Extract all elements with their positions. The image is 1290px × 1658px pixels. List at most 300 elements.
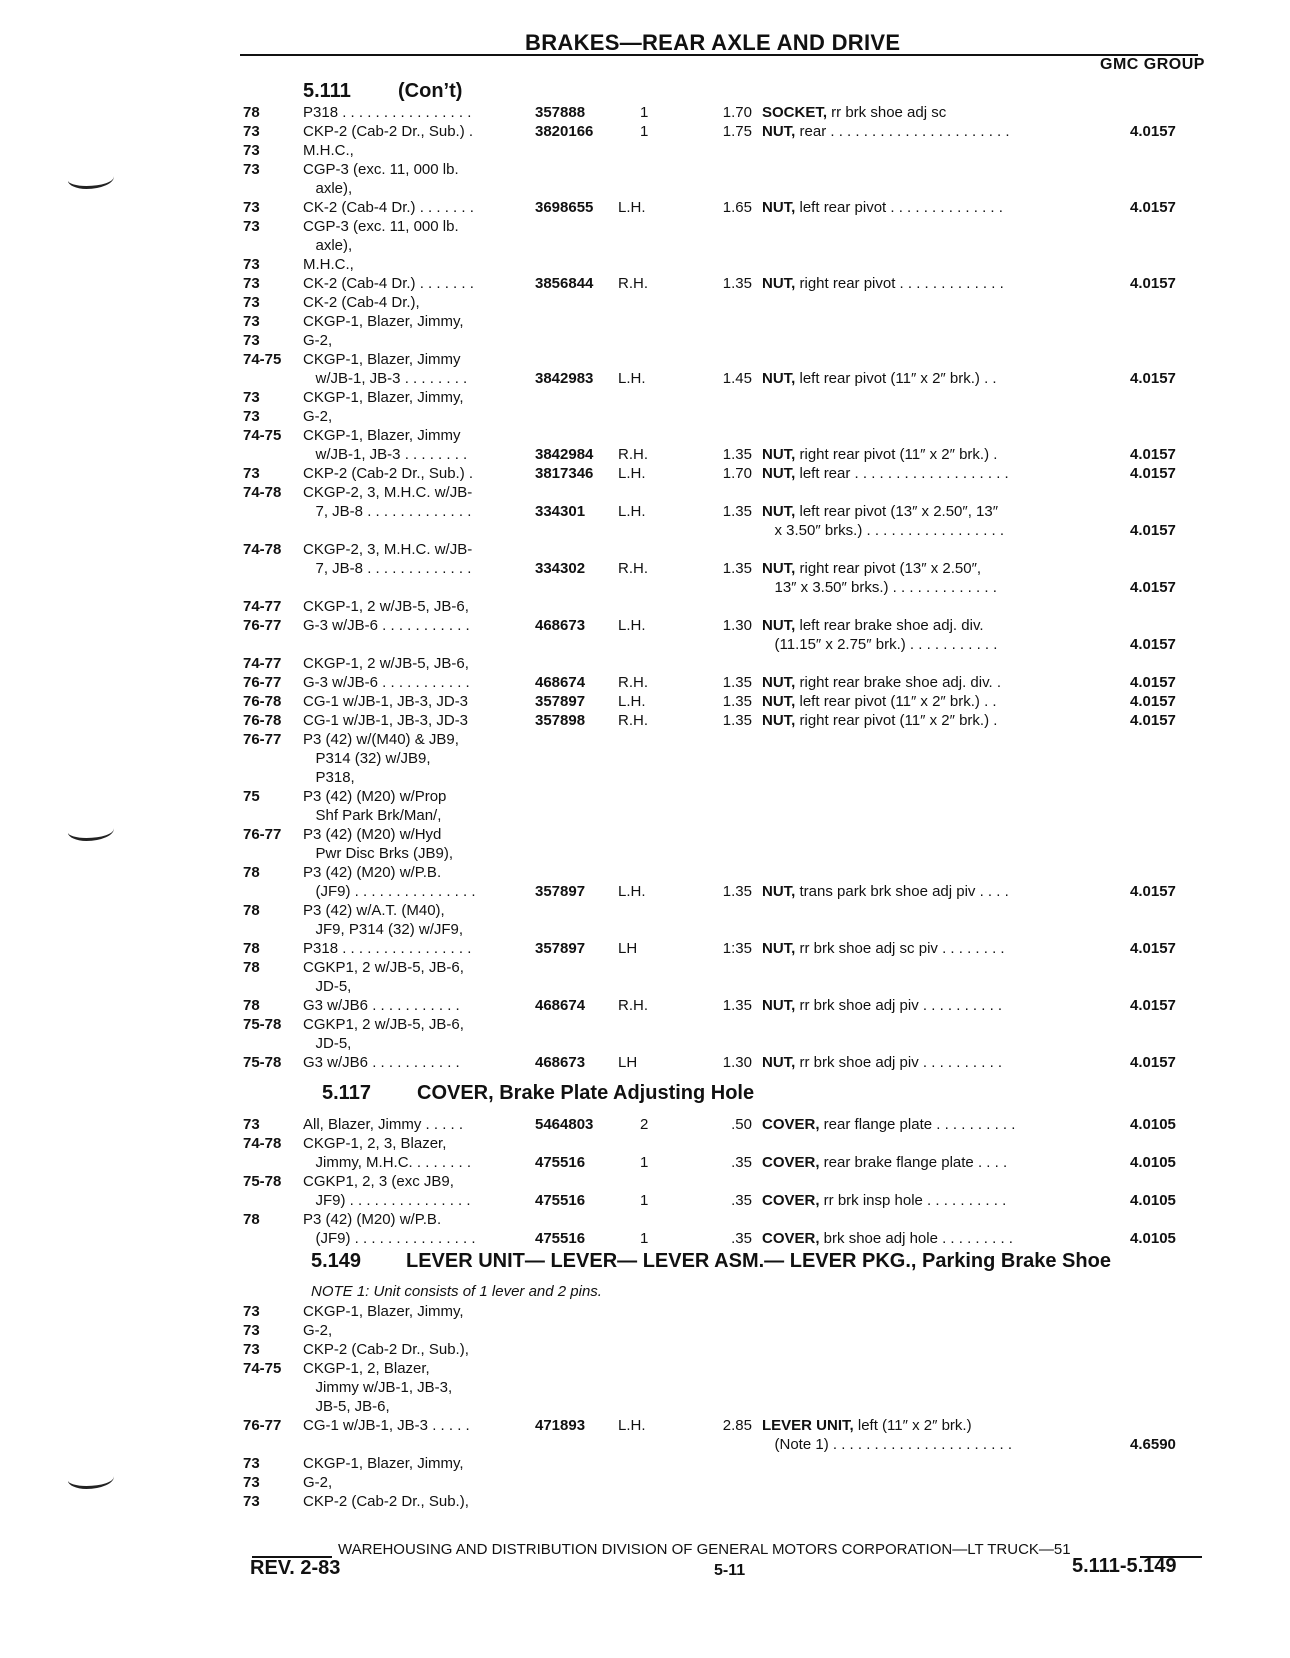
year-range: 73 (243, 389, 260, 406)
application: JB-5, JB-6, (303, 1398, 390, 1415)
application: Shf Park Brk/Man/, (303, 807, 442, 824)
table-row (0, 1321, 1290, 1341)
part-description (762, 1053, 1002, 1072)
part-number: 5464803 (535, 1116, 594, 1133)
table-row (0, 521, 1290, 541)
table-row (0, 141, 1290, 161)
year-range: 73 (243, 123, 260, 140)
application: CKP-2 (Cab-2 Dr., Sub.) . (303, 465, 474, 482)
header-rule (240, 54, 1198, 56)
application: G-2, (303, 408, 333, 425)
application: CKGP-1, Blazer, Jimmy, (303, 1303, 464, 1320)
application: CKGP-1, 2, 3, Blazer, (303, 1135, 447, 1152)
table-row (0, 578, 1290, 598)
section-number: 5.149 (311, 1250, 362, 1272)
part-detail: right rear pivot (13″ x 2.50″, (795, 560, 982, 577)
part-number: 3842984 (535, 446, 594, 463)
application: P3 (42) (M20) w/P.B. (303, 864, 442, 881)
group-number: 4.0157 (1130, 693, 1176, 710)
application: 7, JB-8 . . . . . . . . . . . . . (303, 560, 472, 577)
application: Jimmy, M.H.C. . . . . . . . (303, 1154, 472, 1171)
table-row (0, 1053, 1290, 1073)
application: CK-2 (Cab-4 Dr.), (303, 294, 420, 311)
group-number: 4.0105 (1130, 1230, 1176, 1247)
application: G-2, (303, 332, 333, 349)
side-indicator: L.H. (618, 1417, 646, 1434)
section-range: 5.111-5.149 (1072, 1555, 1177, 1577)
part-detail: trans park brk shoe adj piv . . . . (795, 883, 1009, 900)
table-row (0, 236, 1290, 256)
part-detail: x 3.50″ brks.) . . . . . . . . . . . . . . . . . (762, 522, 1005, 539)
table-row (0, 122, 1290, 142)
price: 1.70 (722, 104, 752, 121)
year-range: 73 (243, 408, 260, 425)
table-row (0, 369, 1290, 389)
part-number: 3817346 (535, 465, 594, 482)
year-range: 74-78 (243, 484, 282, 501)
part-number: 475516 (535, 1154, 586, 1171)
application: w/JB-1, JB-3 . . . . . . . . (303, 446, 468, 463)
side-indicator: L.H. (618, 465, 646, 482)
table-row (0, 711, 1290, 731)
table-row (0, 1034, 1290, 1054)
application: CGP-3 (exc. 11, 000 lb. (303, 218, 459, 235)
year-range: 73 (243, 1303, 260, 1320)
application: CG-1 w/JB-1, JB-3, JD-3 (303, 693, 469, 710)
application: CG-1 w/JB-1, JB-3, JD-3 (303, 712, 469, 729)
year-range: 78 (243, 864, 260, 881)
part-description (762, 882, 1009, 901)
section-note: NOTE 1: Unit consists of 1 lever and 2 pins. (311, 1283, 602, 1300)
table-row (0, 1473, 1290, 1493)
side-indicator: L.H. (618, 199, 646, 216)
application: CKGP-1, Blazer, Jimmy (303, 427, 461, 444)
part-detail: right rear pivot (11″ x 2″ brk.) . (795, 446, 998, 463)
application: CKGP-1, 2, Blazer, (303, 1360, 430, 1377)
table-row (0, 958, 1290, 978)
part-detail: rr brk shoe adj piv . . . . . . . . . . (795, 1054, 1003, 1071)
table-row (0, 1191, 1290, 1211)
part-detail: left rear pivot (11″ x 2″ brk.) . . (795, 693, 997, 710)
table-row (0, 1134, 1290, 1154)
table-row (0, 749, 1290, 769)
table-row (0, 160, 1290, 180)
part-number: 357897 (535, 940, 586, 957)
part-name: COVER, (762, 1192, 820, 1209)
part-number: 468673 (535, 617, 586, 634)
part-number: 3842983 (535, 370, 594, 387)
side-indicator: R.H. (618, 997, 648, 1014)
year-range: 74-75 (243, 351, 282, 368)
application: G-3 w/JB-6 . . . . . . . . . . . (303, 617, 470, 634)
year-range: 73 (243, 1322, 260, 1339)
table-row (0, 939, 1290, 959)
part-detail: rr brk shoe adj piv . . . . . . . . . . (795, 997, 1003, 1014)
year-range: 73 (243, 161, 260, 178)
table-row (0, 635, 1290, 655)
group-number: 4.0157 (1130, 370, 1176, 387)
part-detail: rear flange plate . . . . . . . . . . (819, 1116, 1016, 1133)
table-row (0, 673, 1290, 693)
table-row (0, 483, 1290, 503)
part-description (762, 711, 997, 730)
year-range: 74-78 (243, 541, 282, 558)
side-indicator: L.H. (618, 503, 646, 520)
table-row (0, 654, 1290, 674)
year-range: 76-77 (243, 1417, 282, 1434)
quantity: 2 (640, 1116, 649, 1133)
year-range: 74-78 (243, 1135, 282, 1152)
application: (JF9) . . . . . . . . . . . . . . . (303, 1230, 476, 1247)
part-detail: (Note 1) . . . . . . . . . . . . . . . . . . . . . . (762, 1436, 1013, 1453)
year-range: 73 (243, 294, 260, 311)
price: 1.70 (722, 465, 752, 482)
part-name: NUT, (762, 199, 796, 216)
section-heading (322, 1082, 754, 1105)
year-range: 73 (243, 313, 260, 330)
price: 1.75 (722, 123, 752, 140)
group-number: 4.0105 (1130, 1192, 1176, 1209)
table-row (0, 768, 1290, 788)
part-description (762, 1229, 1013, 1248)
part-name: NUT, (762, 883, 796, 900)
part-detail: 13″ x 3.50″ brks.) . . . . . . . . . . . . . (762, 579, 997, 596)
part-name: NUT, (762, 997, 796, 1014)
quantity: 1 (640, 1154, 649, 1171)
application: P314 (32) w/JB9, (303, 750, 431, 767)
part-description (762, 939, 1005, 958)
year-range: 78 (243, 997, 260, 1014)
part-description (762, 369, 997, 388)
table-row (0, 293, 1290, 313)
year-range: 75-78 (243, 1016, 282, 1033)
year-range: 78 (243, 1211, 260, 1228)
price: 1.30 (722, 617, 752, 634)
table-row (0, 1115, 1290, 1135)
part-name: COVER, (762, 1116, 820, 1133)
year-range: 76-77 (243, 731, 282, 748)
application: CKGP-1, Blazer, Jimmy, (303, 389, 464, 406)
part-name: NUT, (762, 712, 796, 729)
application: P318 . . . . . . . . . . . . . . . . (303, 104, 472, 121)
price: 1.65 (722, 199, 752, 216)
table-row (0, 198, 1290, 218)
part-name: NUT, (762, 693, 796, 710)
part-detail: rr brk shoe adj sc (827, 104, 947, 121)
part-number: 334301 (535, 503, 586, 520)
section-number: 5.117 (322, 1082, 371, 1104)
table-row (0, 806, 1290, 826)
table-row (0, 730, 1290, 750)
table-row (0, 996, 1290, 1016)
year-range: 78 (243, 902, 260, 919)
part-description (762, 1153, 1007, 1172)
part-description (762, 521, 1004, 540)
application: Jimmy w/JB-1, JB-3, (303, 1379, 453, 1396)
application: CGP-3 (exc. 11, 000 lb. (303, 161, 459, 178)
year-range: 74-75 (243, 1360, 282, 1377)
price: 1.35 (722, 997, 752, 1014)
group-number: 4.0157 (1130, 674, 1176, 691)
table-row (0, 426, 1290, 446)
table-row (0, 312, 1290, 332)
table-row (0, 502, 1290, 522)
price: .35 (731, 1154, 752, 1171)
part-description (762, 996, 1002, 1015)
part-description (762, 616, 984, 635)
price: 1:35 (722, 940, 752, 957)
part-name: LEVER UNIT, (762, 1417, 854, 1434)
part-number: 468673 (535, 1054, 586, 1071)
part-detail: rear brake flange plate . . . . (819, 1154, 1008, 1171)
side-indicator: L.H. (618, 617, 646, 634)
revision-label: REV. 2-83 (250, 1557, 341, 1579)
part-detail: right rear pivot . . . . . . . . . . . . . (795, 275, 1004, 292)
side-indicator: R.H. (618, 560, 648, 577)
price: 1.35 (722, 674, 752, 691)
part-detail: rr brk shoe adj sc piv . . . . . . . . (795, 940, 1005, 957)
group-number: 4.0157 (1130, 997, 1176, 1014)
part-number: 468674 (535, 997, 586, 1014)
table-row (0, 1492, 1290, 1512)
price: 1.35 (722, 883, 752, 900)
part-description (762, 502, 998, 521)
part-number: 468674 (535, 674, 586, 691)
table-row (0, 255, 1290, 275)
part-name: NUT, (762, 503, 796, 520)
table-row (0, 692, 1290, 712)
table-row (0, 597, 1290, 617)
table-row (0, 977, 1290, 997)
table-row (0, 388, 1290, 408)
group-number: 4.0105 (1130, 1116, 1176, 1133)
table-row (0, 882, 1290, 902)
application: All, Blazer, Jimmy . . . . . (303, 1116, 464, 1133)
part-number: 334302 (535, 560, 586, 577)
application: G-3 w/JB-6 . . . . . . . . . . . (303, 674, 470, 691)
application: G3 w/JB6 . . . . . . . . . . . (303, 997, 460, 1014)
section-heading (311, 1250, 1111, 1273)
quantity: 1 (640, 104, 649, 121)
part-detail: right rear pivot (11″ x 2″ brk.) . (795, 712, 998, 729)
table-row (0, 616, 1290, 636)
year-range: 75-78 (243, 1054, 282, 1071)
part-description (762, 445, 997, 464)
table-row (0, 1397, 1290, 1417)
group-number: 4.0157 (1130, 446, 1176, 463)
application: P318 . . . . . . . . . . . . . . . . (303, 940, 472, 957)
year-range: 73 (243, 1341, 260, 1358)
section-number: 5.111 (303, 80, 351, 102)
price: .35 (731, 1192, 752, 1209)
group-number: 4.0157 (1130, 940, 1176, 957)
part-number: 3698655 (535, 199, 594, 216)
part-detail: right rear brake shoe adj. div. . (795, 674, 1002, 691)
table-row (0, 274, 1290, 294)
part-number: 475516 (535, 1230, 586, 1247)
application: Pwr Disc Brks (JB9), (303, 845, 454, 862)
part-name: NUT, (762, 674, 796, 691)
group-number: 4.0157 (1130, 712, 1176, 729)
part-name: NUT, (762, 560, 796, 577)
application: CK-2 (Cab-4 Dr.) . . . . . . . (303, 199, 474, 216)
application: JF9, P314 (32) w/JF9, (303, 921, 464, 938)
group-number: 4.0157 (1130, 465, 1176, 482)
application: JD-5, (303, 978, 352, 995)
year-range: 76-78 (243, 712, 282, 729)
side-indicator: R.H. (618, 674, 648, 691)
group-number: 4.0157 (1130, 1054, 1176, 1071)
part-number: 357898 (535, 712, 586, 729)
table-row (0, 103, 1290, 123)
year-range: 78 (243, 104, 260, 121)
part-description (762, 1435, 1012, 1454)
part-detail: brk shoe adj hole . . . . . . . . . (819, 1230, 1013, 1247)
part-detail: left (11″ x 2″ brk.) (853, 1417, 972, 1434)
side-indicator: R.H. (618, 446, 648, 463)
table-row (0, 1153, 1290, 1173)
application: CKP-2 (Cab-2 Dr., Sub.) . (303, 123, 474, 140)
table-row (0, 1359, 1290, 1379)
application: (JF9) . . . . . . . . . . . . . . . (303, 883, 476, 900)
group-number: 4.6590 (1130, 1436, 1176, 1453)
year-range: 75-78 (243, 1173, 282, 1190)
page-title: BRAKES—REAR AXLE AND DRIVE (525, 30, 901, 55)
footer-division: WAREHOUSING AND DISTRIBUTION DIVISION OF GENERAL MOTORS CORPORATION—LT TRUCK—51 (338, 1541, 1071, 1558)
part-detail: left rear pivot (13″ x 2.50″, 13″ (795, 503, 999, 520)
application: CKGP-2, 3, M.H.C. w/JB- (303, 541, 473, 558)
application: G3 w/JB6 . . . . . . . . . . . (303, 1054, 460, 1071)
application: M.H.C., (303, 142, 354, 159)
part-description (762, 103, 946, 122)
price: 1.35 (722, 560, 752, 577)
year-range: 73 (243, 142, 260, 159)
table-row (0, 350, 1290, 370)
price: 1.35 (722, 503, 752, 520)
part-description (762, 274, 1004, 293)
year-range: 76-77 (243, 674, 282, 691)
quantity: 1 (640, 123, 649, 140)
table-row (0, 407, 1290, 427)
year-range: 73 (243, 465, 260, 482)
table-row (0, 540, 1290, 560)
table-row (0, 1210, 1290, 1230)
table-row (0, 901, 1290, 921)
side-indicator: R.H. (618, 275, 648, 292)
side-indicator: LH (618, 1054, 638, 1071)
part-description (762, 692, 997, 711)
quantity: 1 (640, 1230, 649, 1247)
price: 1.35 (722, 275, 752, 292)
year-range: 74-77 (243, 598, 282, 615)
part-description (762, 1115, 1015, 1134)
part-description (762, 122, 1010, 141)
part-name: NUT, (762, 123, 796, 140)
part-description (762, 578, 997, 597)
part-name: COVER, (762, 1230, 820, 1247)
year-range: 76-77 (243, 617, 282, 634)
application: JD-5, (303, 1035, 352, 1052)
table-row (0, 863, 1290, 883)
part-name: NUT, (762, 1054, 796, 1071)
part-description (762, 464, 1009, 483)
table-row (0, 1172, 1290, 1192)
part-description (762, 673, 1001, 692)
group-number: 4.0157 (1130, 275, 1176, 292)
table-row (0, 1435, 1290, 1455)
price: 1.35 (722, 693, 752, 710)
year-range: 76-77 (243, 826, 282, 843)
table-row (0, 1015, 1290, 1035)
year-range: 76-78 (243, 693, 282, 710)
application: CGKP1, 2 w/JB-5, JB-6, (303, 959, 464, 976)
price: 1.35 (722, 446, 752, 463)
price: 2.85 (722, 1417, 752, 1434)
application: 7, JB-8 . . . . . . . . . . . . . (303, 503, 472, 520)
table-row (0, 1340, 1290, 1360)
table-row (0, 787, 1290, 807)
part-description (762, 198, 1003, 217)
part-number: 357888 (535, 104, 586, 121)
price: .50 (731, 1116, 752, 1133)
application: P318, (303, 769, 355, 786)
year-range: 73 (243, 1455, 260, 1472)
part-description (762, 559, 981, 578)
application: JF9) . . . . . . . . . . . . . . . (303, 1192, 471, 1209)
price: 1.30 (722, 1054, 752, 1071)
year-range: 73 (243, 199, 260, 216)
price: 1.45 (722, 370, 752, 387)
application: CKGP-1, Blazer, Jimmy, (303, 1455, 464, 1472)
application: M.H.C., (303, 256, 354, 273)
group-number: 4.0157 (1130, 199, 1176, 216)
part-name: NUT, (762, 275, 796, 292)
application: P3 (42) (M20) w/Prop (303, 788, 447, 805)
group-number: 4.0105 (1130, 1154, 1176, 1171)
application: P3 (42) w/A.T. (M40), (303, 902, 445, 919)
part-description (762, 1416, 972, 1435)
part-number: 475516 (535, 1192, 586, 1209)
year-range: 75 (243, 788, 260, 805)
group-number: 4.0157 (1130, 636, 1176, 653)
application: CG-1 w/JB-1, JB-3 . . . . . (303, 1417, 470, 1434)
page-number: 5-11 (714, 1562, 746, 1579)
application: CKGP-1, 2 w/JB-5, JB-6, (303, 598, 469, 615)
part-name: NUT, (762, 446, 796, 463)
group-number: 4.0157 (1130, 123, 1176, 140)
part-name: SOCKET, (762, 104, 828, 121)
part-name: COVER, (762, 1154, 820, 1171)
year-range: 73 (243, 1493, 260, 1510)
price: .35 (731, 1230, 752, 1247)
section-heading (303, 80, 462, 103)
section-title: COVER, Brake Plate Adjusting Hole (417, 1082, 755, 1104)
part-number: 357897 (535, 693, 586, 710)
year-range: 78 (243, 959, 260, 976)
application: G-2, (303, 1474, 333, 1491)
year-range: 73 (243, 275, 260, 292)
table-row (0, 1416, 1290, 1436)
section-title: (Con’t) (398, 80, 463, 102)
year-range: 73 (243, 218, 260, 235)
group-number: 4.0157 (1130, 579, 1176, 596)
part-detail: rr brk insp hole . . . . . . . . . . (819, 1192, 1007, 1209)
application: P3 (42) (M20) w/P.B. (303, 1211, 442, 1228)
application: axle), (303, 180, 353, 197)
table-row (0, 825, 1290, 845)
side-indicator: L.H. (618, 883, 646, 900)
part-name: NUT, (762, 370, 796, 387)
